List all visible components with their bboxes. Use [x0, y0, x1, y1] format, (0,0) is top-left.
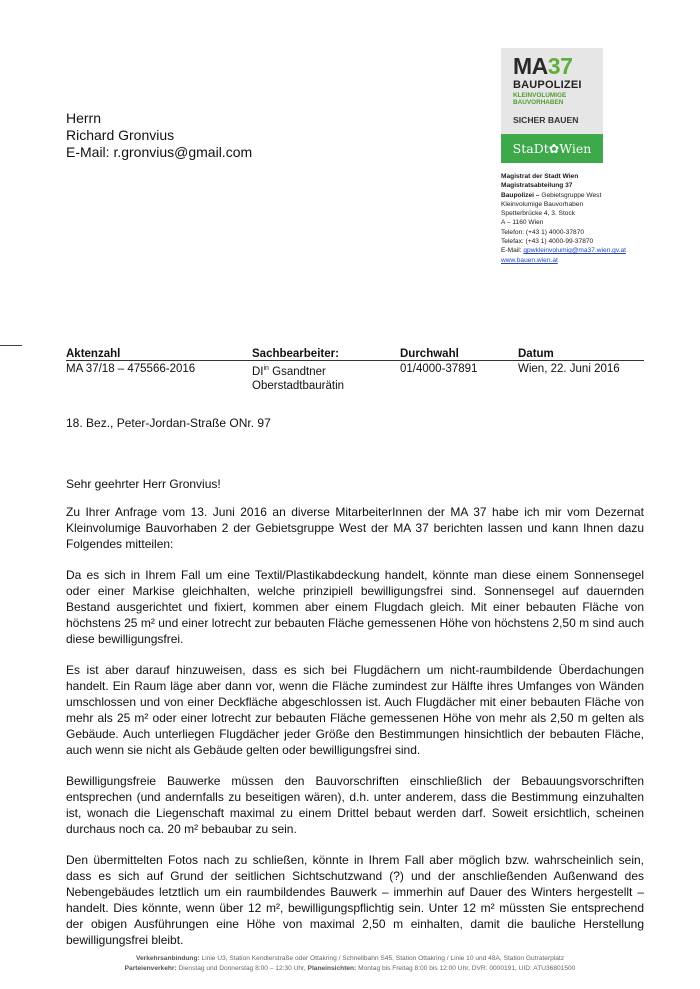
fold-mark — [0, 345, 22, 346]
logo-sicher-bauen: SICHER BAUEN — [513, 115, 579, 125]
footer-label: Planeinsichten: — [307, 965, 357, 972]
footer-hours — [90, 964, 610, 974]
footer-label: Verkehrsanbindung: — [135, 955, 200, 962]
value-durchwahl: 01/4000-37891 — [400, 363, 478, 375]
logo-line2: BAUVORHABEN — [513, 99, 564, 106]
paragraph: Zu Ihrer Anfrage vom 13. Juni 2016 an diverse MitarbeiterInnen der MA 37 habe ich mir vom Dezernat Kleinvolumige Bauvorhaben 2 der Gebietsgruppe West der MA 37 berichten lassen und kann Ihnen dazu Folgendes mitteilen: — [66, 505, 644, 551]
subject-reference: 18. Bez., Peter-Jordan-Straße ONr. 97 — [66, 416, 271, 430]
clerk-name — [252, 362, 344, 379]
recipient-salutation: Herrn — [66, 110, 102, 126]
header-sachbearbeiter: Sachbearbeiter: — [252, 348, 339, 360]
sender-line: A – 1160 Wien — [501, 219, 544, 227]
recipient-address — [66, 110, 252, 161]
value-sachbearbeiter — [252, 362, 344, 393]
sender-dept: Gebietsgruppe West — [539, 191, 602, 199]
footer-text: Montag bis Freitag 8:00 bis 12:00 Uhr, DVR: 0000191, UID: ATU36801500 — [356, 965, 576, 972]
sender-line: Spetterbrücke 4, 3. Stock — [501, 210, 576, 218]
letter-salutation: Sehr geehrter Herr Gronvius! — [66, 477, 221, 491]
sender-dept-bold: Baupolizei – — [501, 191, 540, 199]
sender-email-link[interactable]: gpwkleinvolumig@ma37.wien.gv.at — [523, 247, 626, 255]
sender-line: Magistrat der Stadt Wien — [501, 173, 579, 180]
ma37-logo — [501, 48, 603, 163]
header-datum: Datum — [518, 348, 554, 360]
header-aktenzahl: Aktenzahl — [66, 348, 121, 360]
sender-line: Magistratsabteilung 37 — [501, 182, 573, 190]
sender-fax: Telefax: (+43 1) 4000-99-37870 — [501, 238, 594, 246]
paragraph: Bewilligungsfreie Bauwerke müssen den Bauvorschriften einschließlich der Bebauungsvorschriften entsprechen (und andernfalls zu beseitigen wären), d.h. unter anderem, dass die Bestimmung einzuhalten ist, wonach die Liegenschaft maximal zu einem Drittel bebaut werden darf. Soweit ersichtlich, scheinen durchaus noch ca. 20 m² bebaubar zu sein. — [66, 774, 644, 836]
sender-line: Kleinvolumige Bauvorhaben — [501, 200, 584, 208]
paragraph: Den übermittelten Fotos nach zu schließen, könnte in Ihrem Fall aber möglich bzw. wahrscheinlich sein, dass es sich auf Grund der seitlichen Sichtschutzwand (?) und der anschließenden Außenwand des Nebengebäudes letztlich um ein raumbildendes Bauwerk – immerhin auf Dauer des Winters hergestellt – handelt. Dies könnte, wenn über 12 m², bewilligungspflichtig sein. Unter 12 m² müssten Sie entsprechend der obigen Ausführungen eine Höhe von maximal 2,50 m einhalten, damit die bauliche Herstellung bewilligungsfrei bleibt. — [66, 853, 644, 947]
logo-baupolizei: BAUPOLIZEI — [513, 79, 582, 91]
letter-footer — [90, 954, 610, 974]
logo-ma-prefix: MA — [513, 53, 548, 79]
logo-kleinvolumige — [513, 92, 566, 106]
logo-ma-number: 37 — [547, 53, 573, 79]
value-datum: Wien, 22. Juni 2016 — [518, 363, 620, 375]
sender-line — [501, 191, 626, 200]
clerk-surname: Gsandtner — [268, 365, 326, 378]
footer-text: Linie U3, Station Kendlerstraße oder Ottakring / Schnellbahn S45, Station Ottakring / Linie 10 und 48A, Station Gutraterplatz — [199, 955, 565, 962]
logo-ma37 — [513, 54, 572, 78]
table-divider — [66, 360, 644, 361]
letter-body — [66, 504, 644, 963]
recipient-email: E-Mail: r.gronvius@gmail.com — [66, 144, 253, 160]
clerk-title-sup: in — [263, 365, 269, 372]
stadt-wien-logo: StaDt✿Wien — [501, 134, 603, 163]
sender-email-line — [501, 246, 626, 255]
sender-email-label: E-Mail: — [501, 247, 524, 255]
paragraph: Es ist aber darauf hinzuweisen, dass es sich bei Flugdächern um nicht-raumbildende Überdachungen handelt. Ein Raum läge aber dann vor, wenn die Fläche zumindest zur Hälfte ihres Umfanges von Wänden umschlossen und von einer Deckfläche abgeschlossen ist. Auch Flugdächer mit einer bebauten Fläche von mehr als 25 m² oder einer lotrecht zur bebauten Fläche gemessenen Höhe von mehr als 2,50 m gelten als Gebäude. Auch unterliegen Flugdächer jeder Größe den Bestimmungen hinsichtlich der bebauten Fläche, auch wenn sie nicht als Gebäude gelten oder bewilligungsfrei sind. — [66, 663, 644, 757]
value-aktenzahl: MA 37/18 – 475566-2016 — [66, 363, 196, 375]
paragraph: Da es sich in Ihrem Fall um eine Textil/Plastikabdeckung handelt, könnte man diese einem Sonnensegel oder einer Markise gleichhalten, welche prinzipiell bewilligungsfrei sind. Sonnensegel auf dauernden Bestand ausgerichtet und fixiert, kommen aber einem Flugdach gleich. Mit einer bebauten Fläche von höchstens 25 m² und einer lotrecht zur bebauten Fläche gemessenen Höhe von höchstens 2,50 m sind auch diese bewilligungsfrei. — [66, 568, 644, 646]
header-durchwahl: Durchwahl — [400, 348, 459, 360]
footer-transport — [90, 954, 610, 964]
sender-address — [501, 172, 626, 265]
footer-label: Parteienverkehr: — [124, 965, 177, 972]
clerk-title: DI — [252, 365, 264, 378]
clerk-role: Oberstadtbaurätin — [252, 379, 345, 392]
sender-phone: Telefon: (+43 1) 4000-37870 — [501, 228, 585, 236]
recipient-name: Richard Gronvius — [66, 127, 175, 143]
footer-text: Dienstag und Donnerstag 8:00 – 12:30 Uhr, — [176, 965, 308, 972]
logo-line1: KLEINVOLUMIGE — [513, 92, 567, 99]
sender-web-link[interactable]: www.bauen.wien.at — [501, 256, 558, 264]
